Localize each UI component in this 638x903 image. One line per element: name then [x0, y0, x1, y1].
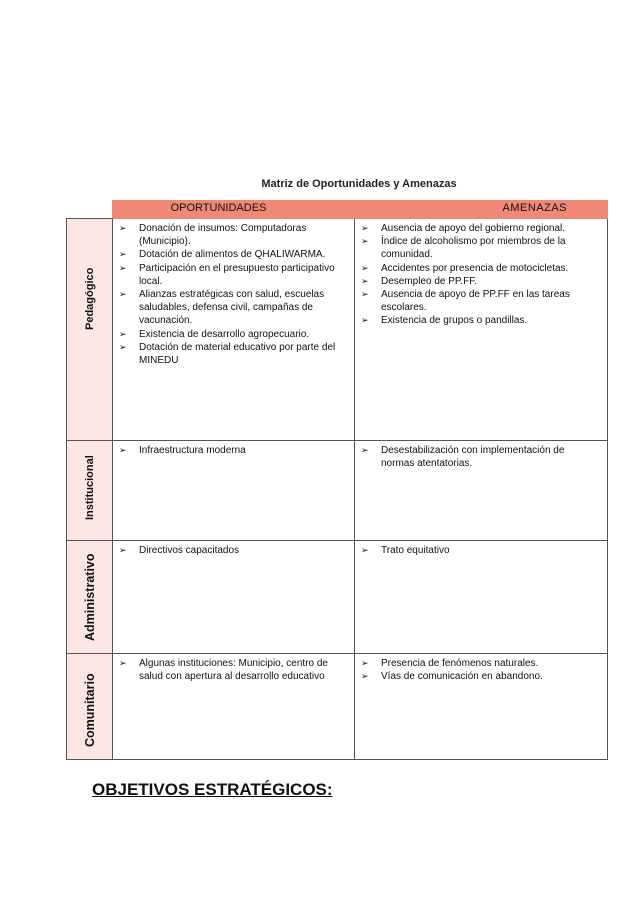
- bullet-text: Vías de comunicación en abandono.: [381, 671, 543, 683]
- cell-amenazas-institucional: [355, 441, 608, 541]
- arrow-bullet-icon: ➢: [361, 223, 369, 233]
- bullet-item: [119, 444, 346, 457]
- opportunities-threats-matrix: [66, 200, 608, 760]
- bullet-text: Dotación de alimentos de QHALIWARMA.: [139, 249, 326, 261]
- bullet-text: Existencia de desarrollo agropecuario.: [139, 328, 310, 340]
- row-institucional: [67, 441, 608, 541]
- cell-amenazas-pedagogico: [355, 219, 608, 441]
- bullet-text: Dotación de material educativo por parte del MINEDU: [139, 341, 336, 367]
- bullet-item: [119, 328, 346, 341]
- bullet-text: Algunas instituciones: Municipio, centro de salud con apertura al desarrollo educativo: [139, 658, 328, 683]
- bullet-text: Participación en el presupuesto participativo local.: [139, 262, 335, 287]
- bullet-text: Trato equitativo: [381, 545, 450, 556]
- arrow-bullet-icon: ➢: [119, 249, 127, 260]
- bullet-text: Índice de alcoholismo por miembros de la comunidad.: [381, 236, 566, 261]
- page-title: Matriz de Oportunidades y Amenazas: [261, 178, 457, 190]
- cell-oportunidades-administrativo: [113, 541, 355, 654]
- header-corner: [67, 201, 113, 219]
- bullet-text: Directivos capacitados: [139, 545, 240, 556]
- bullet-item: [119, 544, 346, 557]
- arrow-bullet-icon: ➢: [119, 289, 127, 300]
- arrow-bullet-icon: ➢: [119, 262, 127, 273]
- arrow-bullet-icon: ➢: [361, 262, 369, 273]
- bullet-item: [119, 248, 346, 261]
- arrow-bullet-icon: ➢: [119, 341, 127, 352]
- row-administrativo: [67, 541, 608, 654]
- bullet-item: [361, 670, 599, 683]
- bullet-text: Desempleo de PP.FF.: [381, 275, 477, 287]
- arrow-bullet-icon: ➢: [361, 658, 369, 668]
- bullet-text: Accidentes por presencia de motocicletas.: [381, 262, 569, 274]
- header-oportunidades: OPORTUNIDADES: [113, 201, 355, 219]
- row-label-comunitario: Comunitario: [67, 654, 113, 760]
- arrow-bullet-icon: ➢: [361, 671, 369, 682]
- cell-oportunidades-comunitario: [113, 654, 355, 760]
- bullet-text: Infraestructura moderna: [139, 445, 246, 456]
- bullet-text: Donación de insumos: Computadoras (Municipio).: [139, 223, 307, 248]
- bullet-text: Ausencia de apoyo del gobierno regional.: [381, 223, 566, 234]
- row-label-pedagogico: Pedagógico: [67, 219, 113, 441]
- bullet-item: [119, 341, 346, 367]
- arrow-bullet-icon: ➢: [119, 328, 127, 339]
- bullet-item: [361, 444, 599, 470]
- arrow-bullet-icon: ➢: [119, 445, 127, 455]
- arrow-bullet-icon: ➢: [119, 545, 127, 555]
- cell-amenazas-comunitario: [355, 654, 608, 760]
- bullet-item: [361, 275, 599, 288]
- bullet-item: [361, 262, 599, 275]
- row-label-institucional: Institucional: [67, 441, 113, 541]
- bullet-item: [361, 288, 599, 314]
- bullet-text: Desestabilización con implementación de normas atentatorias.: [381, 445, 565, 470]
- cell-oportunidades-institucional: [113, 441, 355, 541]
- cell-oportunidades-pedagogico: [113, 219, 355, 441]
- header-amenazas: AMENAZAS: [355, 201, 608, 219]
- arrow-bullet-icon: ➢: [361, 275, 369, 286]
- cell-amenazas-administrativo: [355, 541, 608, 654]
- bullet-text: Existencia de grupos o pandillas.: [381, 315, 528, 327]
- row-pedagogico: [67, 219, 608, 441]
- bullet-item: [361, 222, 599, 235]
- bullet-item: [361, 235, 599, 261]
- bullet-item: [119, 288, 346, 328]
- row-label-administrativo: Administrativo: [67, 541, 113, 654]
- arrow-bullet-icon: ➢: [361, 236, 369, 247]
- bullet-item: [361, 544, 599, 557]
- arrow-bullet-icon: ➢: [361, 445, 369, 455]
- bullet-item: [119, 657, 346, 683]
- bullet-item: [361, 314, 599, 327]
- bullet-text: Ausencia de apoyo de PP.FF en las tareas escolares.: [381, 289, 570, 314]
- bullet-item: [119, 262, 346, 288]
- bullet-text: Presencia de fenómenos naturales.: [381, 658, 539, 669]
- matrix-header-row: [67, 201, 608, 219]
- bullet-text: Alianzas estratégicas con salud, escuelas saludables, defensa civil, campañas de vacunación.: [139, 289, 325, 327]
- arrow-bullet-icon: ➢: [119, 223, 127, 233]
- row-comunitario: [67, 654, 608, 760]
- bullet-item: [119, 222, 346, 248]
- section-heading-objetivos: OBJETIVOS ESTRATÉGICOS:: [92, 780, 333, 799]
- arrow-bullet-icon: ➢: [361, 545, 369, 555]
- arrow-bullet-icon: ➢: [361, 289, 369, 300]
- arrow-bullet-icon: ➢: [119, 658, 127, 668]
- arrow-bullet-icon: ➢: [361, 315, 369, 326]
- bullet-item: [361, 657, 599, 670]
